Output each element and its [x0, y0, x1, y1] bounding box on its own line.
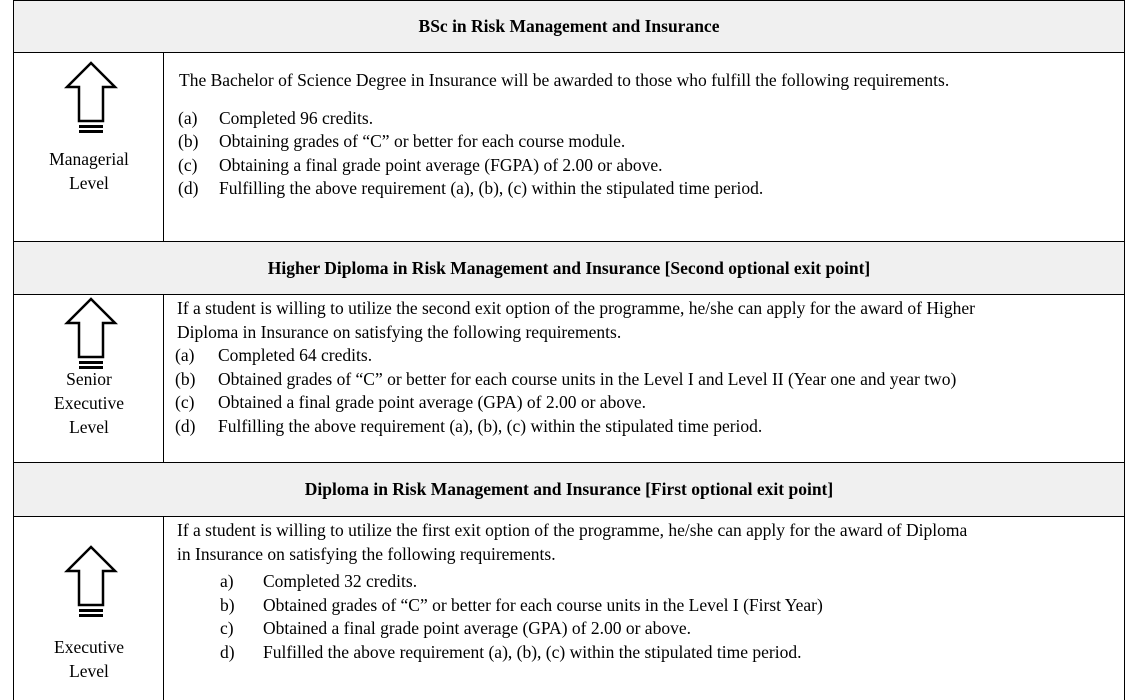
requirements-table [13, 0, 1125, 700]
requirements-content [177, 297, 1114, 438]
requirement-item: (a) Completed 64 credits. [175, 345, 373, 365]
requirement-item: b) Obtained grades of “C” or better for each course units in the Level I (First Year) [220, 594, 823, 615]
intro-text: The Bachelor of Science Degree in Insurance will be awarded to those who fulfill the following requirements. [179, 70, 950, 90]
section-title: BSc in Risk Management and Insurance [418, 16, 720, 36]
requirement-item: (c) Obtained a final grade point average (GPA) of 2.00 or above. [175, 392, 646, 412]
section-header-diploma [14, 462, 1124, 517]
intro-text: If a student is willing to utilize the first exit option of the programme, he/she can apply for the award of Diploma [177, 520, 968, 540]
section-title: Higher Diploma in Risk Management and Insurance [Second optional exit point] [267, 257, 871, 278]
section-body-higher-diploma [14, 295, 1124, 463]
up-arrow-icon [64, 297, 118, 369]
level-label: Executive Level [54, 637, 124, 681]
requirement-item: (b) Obtaining grades of “C” or better for each course module. [178, 131, 626, 151]
requirement-item: (a) Completed 96 credits. [178, 107, 374, 128]
requirement-item: (d) Fulfilling the above requirement (a), (b), (c) within the stipulated time period. [175, 415, 763, 436]
section-body-bsc [14, 53, 1124, 242]
requirement-item: (c) Obtaining a final grade point average (FGPA) of 2.00 or above. [178, 154, 663, 175]
intro-text: If a student is willing to utilize the second exit option of the programme, he/she can apply for the award of Higher [177, 298, 975, 318]
section-header-bsc [14, 0, 1124, 53]
level-cell [14, 295, 164, 463]
section-header-higher-diploma [14, 241, 1124, 295]
requirements-content [178, 69, 1114, 201]
requirement-item: d) Fulfilled the above requirement (a), (b), (c) within the stipulated time period. [220, 641, 802, 662]
up-arrow-icon [64, 61, 118, 133]
requirement-item: (b) Obtained grades of “C” or better for each course units in the Level I and Level II (Year one and year two) [175, 368, 957, 389]
section-body-diploma [14, 517, 1124, 700]
level-cell [14, 517, 164, 700]
requirement-item: c) Obtained a final grade point average (GPA) of 2.00 or above. [220, 618, 691, 638]
intro-text: in Insurance on satisfying the following requirements. [177, 543, 556, 564]
level-label: Senior Executive Level [54, 369, 124, 437]
intro-text: Diploma in Insurance on satisfying the following requirements. [177, 321, 622, 342]
requirements-content [177, 519, 1114, 664]
requirement-item: a) Completed 32 credits. [220, 571, 418, 591]
requirement-item: (d) Fulfilling the above requirement (a), (b), (c) within the stipulated time period. [178, 178, 764, 198]
up-arrow-icon [64, 545, 118, 617]
level-cell [14, 53, 164, 242]
section-title: Diploma in Risk Management and Insurance [First optional exit point] [304, 479, 834, 499]
level-label: Managerial Level [49, 149, 129, 193]
